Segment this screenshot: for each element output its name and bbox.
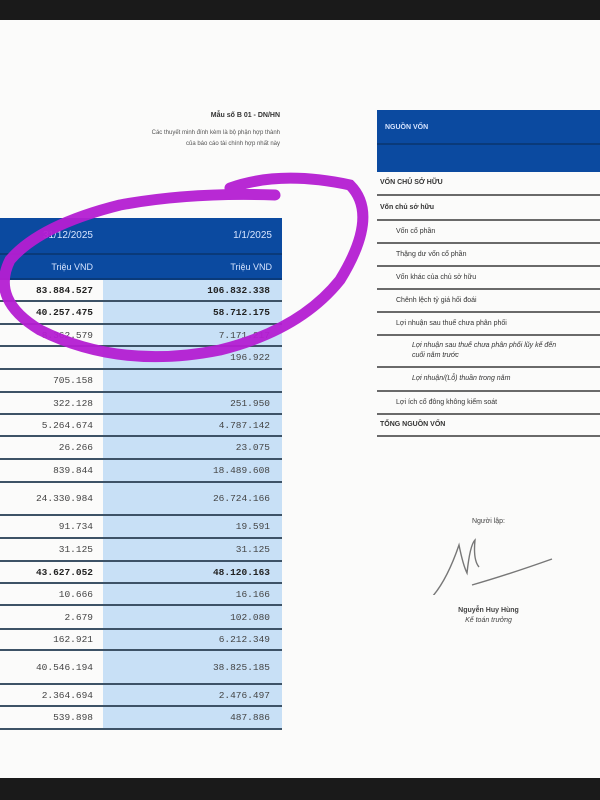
value-31-12-2025: 8.362.579	[41, 329, 93, 341]
equity-row-label: Lợi ích cổ đông không kiểm soát	[396, 398, 498, 406]
value-31-12-2025: 705.158	[53, 375, 93, 386]
equity-row-label: Chênh lệch tỷ giá hối đoái	[396, 296, 477, 304]
value-31-12-2025: 322.128	[53, 397, 93, 409]
signer-name: Nguyễn Huy Hùng	[458, 607, 519, 614]
value-1-1-2025: 487.886	[103, 707, 282, 728]
equity-header: NGUỒN VỐN	[377, 110, 600, 145]
prepared-by-label: Người lập:	[471, 518, 505, 525]
equity-row-label: TỔNG NGUỒN VỐN	[380, 421, 446, 428]
value-1-1-2025: 19.591	[103, 516, 282, 537]
equity-row-label: Vốn cổ phần	[396, 227, 436, 235]
equity-row-label: Lợi nhuận/(Lỗ) thuần trong năm	[412, 375, 511, 382]
value-31-12-2025: 5.264.674	[41, 419, 93, 431]
equity-row-label: VỐN CHỦ SỞ HỮU	[380, 179, 443, 186]
equity-row-label: Thặng dư vốn cổ phần	[396, 250, 467, 258]
value-31-12-2025: 91.734	[58, 521, 93, 532]
col2-date: 1/1/2025	[233, 230, 272, 241]
value-1-1-2025: 2.476.497	[103, 685, 282, 705]
value-1-1-2025: 6.212.349	[103, 630, 282, 649]
value-31-12-2025: 31.125	[58, 544, 93, 555]
value-1-1-2025: 196.922	[103, 347, 282, 368]
value-31-12-2025: 43.627.052	[35, 566, 93, 578]
value-1-1-2025: 7.171.217	[103, 325, 282, 345]
value-1-1-2025: 26.724.166	[103, 483, 282, 514]
equity-row-label: Lợi nhuận sau thuế chưa phân phối lũy kế đến cuối năm trước	[412, 342, 557, 359]
value-1-1-2025: 23.075	[103, 437, 282, 458]
signer-title: Kế toán trưởng	[465, 617, 512, 624]
value-31-12-2025: 539.898	[53, 712, 93, 723]
form-code: Mẫu số B 01 - DN/HN	[210, 112, 280, 119]
value-31-12-2025: 24.330.984	[35, 493, 93, 504]
equity-row-label: Vốn chủ sở hữu	[380, 203, 434, 211]
value-1-1-2025: 58.712.175	[103, 302, 282, 323]
value-31-12-2025: 2.679	[64, 611, 93, 623]
value-1-1-2025: 251.950	[103, 393, 282, 413]
value-1-1-2025: 31.125	[103, 539, 282, 560]
col2-unit: Triệu VND	[230, 261, 272, 272]
col1-unit: Triệu VND	[51, 261, 93, 272]
value-1-1-2025: 48.120.163	[103, 562, 282, 582]
value-1-1-2025: 16.166	[103, 584, 282, 604]
value-1-1-2025: 106.832.338	[103, 280, 282, 300]
value-31-12-2025: 162.921	[53, 634, 93, 645]
value-31-12-2025: 83.884.527	[35, 284, 93, 296]
value-31-12-2025: 839.844	[53, 465, 93, 476]
value-31-12-2025: 26.266	[58, 442, 93, 453]
value-1-1-2025: 102.080	[103, 606, 282, 628]
value-1-1-2025: 18.489.608	[103, 460, 282, 481]
attachment-note: Các thuyết minh đính kèm là bộ phận hợp thành của báo cáo tài chính hợp nhất này	[151, 130, 280, 147]
equity-row-label: Vốn khác của chủ sở hữu	[396, 273, 477, 281]
col1-date: 31/12/2025	[42, 230, 93, 241]
equity-row-label: Lợi nhuận sau thuế chưa phân phối	[396, 319, 507, 327]
value-1-1-2025: 38.825.185	[103, 651, 282, 683]
value-31-12-2025: 10.666	[58, 588, 93, 600]
value-1-1-2025: 4.787.142	[103, 415, 282, 435]
value-31-12-2025: 40.546.194	[35, 661, 93, 673]
value-31-12-2025: 2.364.694	[41, 689, 93, 701]
value-31-12-2025: 40.257.475	[35, 307, 93, 318]
